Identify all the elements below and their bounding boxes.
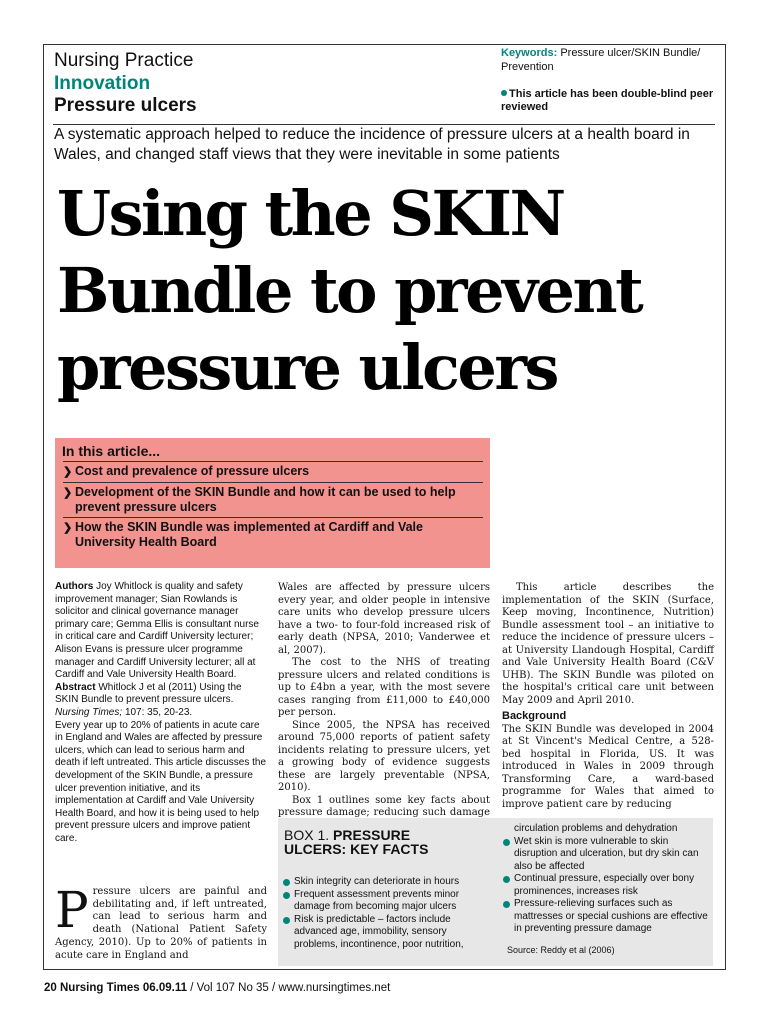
abstract-paragraph: Abstract Whitlock J et al (2011) Using the SKIN Bundle to prevent pressure ulcers. Nursing Times; 107: 35, 20-23.: [55, 681, 242, 718]
in-this-article-item: ❯ How the SKIN Bundle was implemented at Cardiff and Vale University Health Board: [63, 517, 483, 550]
topic-label: Pressure ulcers: [54, 95, 197, 116]
body-paragraph: The SKIN Bundle was developed in 2004 at St Vincent's Medical Centre, a 528-bed hospital in Florida, US. It was introduced in Wales in 2009 through Transforming Care, a ward-based programme for Wales that aimed to improve patient care by reducing: [502, 723, 714, 810]
list-item: Wet skin is more vulnerable to skin disruption and ulceration, but dry skin can also be affected: [502, 836, 712, 874]
authors-label: Authors: [55, 581, 94, 592]
bullet-dot-icon: [283, 879, 290, 886]
footer-issue: / Vol 107 No 35 /: [190, 982, 276, 994]
keywords: [501, 46, 719, 74]
body-paragraph: Box 1 outlines some key facts about pressure damage; reducing such damage: [278, 794, 490, 818]
bullet-dot-icon: [503, 839, 510, 846]
list-item-continuation: circulation problems and dehydration: [514, 823, 678, 834]
peer-review-text: This article has been double-blind peer reviewed: [501, 88, 714, 113]
list-item: Continual pressure, especially over bony prominences, increases risk: [502, 873, 712, 898]
footer-url[interactable]: www.nursingtimes.net: [278, 982, 391, 994]
list-item: Pressure-relieving surfaces such as mattresses or special cushions are effective in preventing pressure damage: [502, 898, 712, 936]
in-this-article-item: ❯ Development of the SKIN Bundle and how it can be used to help prevent pressure ulcers: [63, 482, 483, 515]
page-footer: [44, 981, 390, 995]
box1-left-list: [282, 876, 492, 951]
box1-key-facts: [278, 818, 713, 966]
authors-abstract-sidebar: [55, 581, 267, 845]
abstract-text: Every year up to 20% of patients in acute care in England and Wales are affected by pressure ulcers, which can lead to serious harm and death if left untreated. This article discusses the development of the SKIN Bundle, a pressure ulcer prevention initiative, and its implementation at Cardiff and Vale University Health Board, and how it is being used to help prevent pressure ulcers and improve patient care.: [55, 719, 267, 844]
abstract-label: Abstract: [55, 681, 96, 693]
body-paragraph: Wales are affected by pressure ulcers every year, and older people in intensive care units who develop pressure ulcers have a two- to four-fold increased risk of early death (NPSA, 2010; Vanderwee et al, 2007).: [278, 582, 490, 656]
chevron-right-icon: ❯: [63, 522, 73, 534]
in-this-article-box: [55, 438, 490, 568]
body-paragraph: Since 2005, the NPSA has received around 75,000 reports of patient safety incidents relating to pressure ulcers, yet a growing body of evidence suggests these are largely preventable (NPSA, 2010).: [278, 719, 490, 793]
box1-right-list: [502, 823, 712, 936]
body-column-2: [278, 582, 490, 832]
body-paragraph: This article describes the implementation of the SKIN (Surface, Keep moving, Incontinence, Nutrition) Bundle assessment tool – an initiative to reduce the incidence of pressure ulcers – at University Llandough Hospital, Cardiff and Vale University Health Board (C&V UHB). The SKIN Bundle was piloted on the hospital's critical care unit between May 2009 and April 2010.: [502, 582, 714, 706]
background-heading: Background: [502, 710, 567, 722]
body-column-3: [502, 582, 714, 811]
standfirst: A systematic approach helped to reduce the incidence of pressure ulcers at a health board in Wales, and changed staff views that they were inevitable in some patients: [54, 126, 690, 163]
list-item: Risk is predictable – factors include advanced age, immobility, sensory problems, incontinence, poor nutrition,: [282, 914, 492, 952]
keywords-text: Pressure ulcer/SKIN Bundle/ Prevention: [501, 47, 701, 73]
drop-cap: P: [55, 881, 89, 939]
chevron-right-icon: ❯: [63, 466, 73, 478]
opening-paragraph: Pressure ulcers are painful and debilitating and, if left untreated, can lead to serious harm and death (National Patient Safety Agency, 2010). Up to 20% of patients in acute care in England and: [55, 881, 267, 961]
box1-source: Source: Reddy et al (2006): [507, 945, 615, 955]
bullet-dot-icon: [501, 90, 507, 96]
peer-review-note: [501, 88, 719, 114]
in-this-article-item: ❯ Cost and prevalence of pressure ulcers: [63, 461, 483, 480]
bullet-dot-icon: [283, 892, 290, 899]
bullet-dot-icon: [503, 901, 510, 908]
in-this-article-title: In this article...: [62, 443, 161, 459]
keywords-label: Keywords:: [501, 47, 558, 59]
bullet-dot-icon: [283, 917, 290, 924]
footer-page-and-magazine: 20 Nursing Times 06.09.11: [44, 982, 187, 994]
subsection-label: Innovation: [54, 73, 151, 94]
body-paragraph: The cost to the NHS of treating pressure ulcers and related conditions is up to £4bn a year, with the most severe cases ranging from £11,000 to £40,000 per person.: [278, 657, 490, 718]
bullet-dot-icon: [503, 876, 510, 883]
box1-title: BOX 1. PRESSURE ULCERS: KEY FACTS: [284, 827, 429, 857]
chevron-right-icon: ❯: [63, 487, 73, 499]
list-item: Frequent assessment prevents minor damage from becoming major ulcers: [282, 889, 492, 914]
authors-paragraph: Authors Joy Whitlock is quality and safety improvement manager; Sian Rowlands is solicitor and clinical governance manager primary care; Gemma Ellis is consultant nurse in critical care and Cardiff University lecturer; Alison Evans is pressure ulcer programme manager and Cardiff University lecturer; all at Cardiff and Vale University Health Board.: [55, 581, 259, 681]
section-label: Nursing Practice: [54, 50, 194, 71]
list-item: Skin integrity can deteriorate in hours: [282, 876, 492, 889]
article-headline: Using the SKIN Bundle to prevent pressure ulcers: [57, 177, 642, 404]
